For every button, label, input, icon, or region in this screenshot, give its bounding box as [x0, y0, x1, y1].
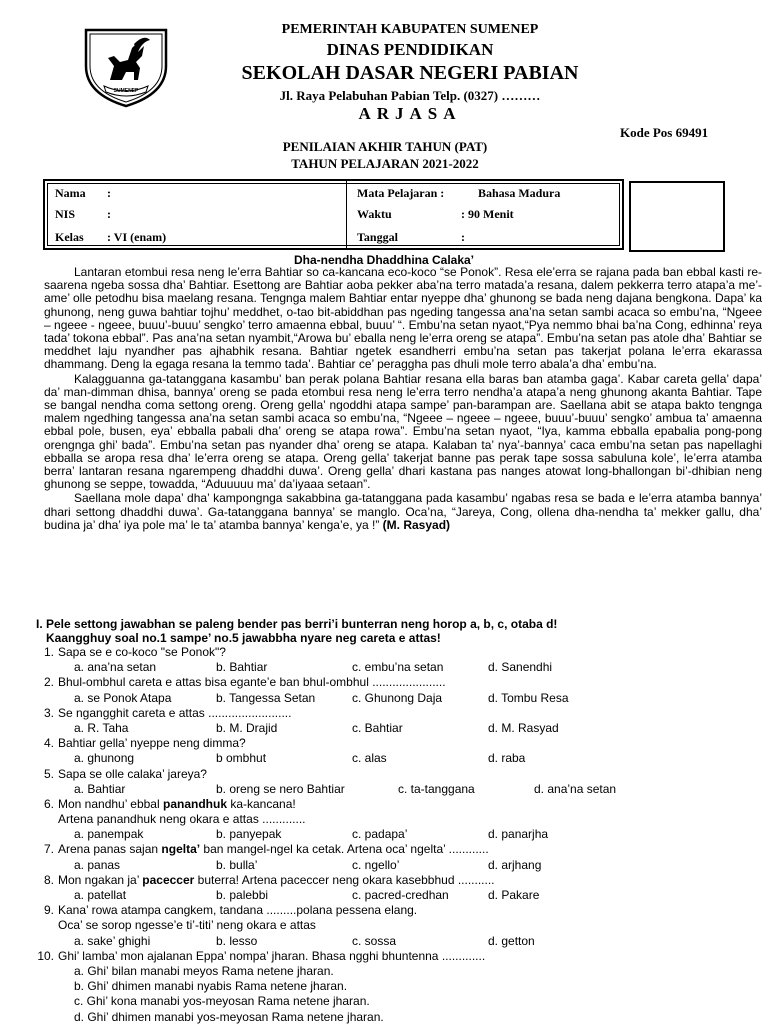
question-8: [36, 873, 762, 888]
question-number: 8.: [43, 872, 54, 887]
question-9-subline: [36, 918, 762, 933]
city-name: ARJASA: [358, 104, 462, 123]
question-text-pre: Mon ngakan ja’: [58, 872, 143, 887]
nama-field[interactable]: :: [107, 186, 111, 200]
question-10-option-row: [36, 994, 762, 1009]
question-4-options: [36, 751, 762, 766]
answer-option[interactable]: a. panas: [74, 857, 121, 872]
crest-banner-text: SUMENEP: [113, 88, 139, 94]
answer-option[interactable]: a. sake’ ghighi: [74, 933, 151, 948]
answer-option[interactable]: c. padapa’: [352, 827, 408, 842]
school-crest-logo: [80, 22, 172, 110]
question-1-options: [36, 660, 762, 675]
answer-option[interactable]: d. Ghi’ dhimen manabi yos-meyosan Rama netene jharan.: [74, 1009, 384, 1024]
question-6-options: [36, 827, 762, 842]
question-keyword: paceccer: [142, 872, 195, 887]
school-address: Jl. Raya Pelabuhan Pabian Telp. (0327) ………: [279, 88, 541, 103]
answer-option[interactable]: c. sossa: [352, 933, 397, 948]
question-number: 7.: [43, 842, 54, 857]
question-9: [36, 903, 762, 918]
question-text-main: Kana’ rowa atampa cangkem, tandana .........polana pessena elang.: [58, 903, 418, 918]
question-6: [36, 797, 762, 812]
question-text: [58, 903, 417, 918]
time-value: : 90 Menit: [461, 207, 514, 221]
question-text-main: Bahtiar gella’ nyeppe neng dimma?: [58, 736, 246, 751]
question-section: [36, 618, 762, 1025]
answer-option[interactable]: a. patellat: [74, 888, 127, 902]
date-label: Tanggal: [357, 230, 398, 244]
question-text: [58, 873, 495, 888]
answer-option[interactable]: c. Ghunong Daja: [352, 690, 443, 705]
question-3: [36, 706, 762, 721]
question-subtext: Oca’ se sorop ngesse’e ti’-titi’ neng okara e attas: [58, 918, 316, 933]
answer-option[interactable]: a. R. Taha: [74, 720, 129, 735]
question-5: [36, 767, 762, 782]
question-keyword: ngelta’: [161, 842, 201, 857]
postcode: Kode Pos 69491: [620, 125, 709, 140]
answer-option[interactable]: a. ana’na setan: [74, 660, 157, 675]
question-number: 2.: [43, 675, 54, 690]
question-10: [36, 949, 762, 964]
question-4: [36, 736, 762, 751]
answer-option[interactable]: b. M. Drajid: [216, 720, 278, 735]
answer-option[interactable]: b. lesso: [216, 933, 258, 948]
question-text: [58, 949, 485, 964]
question-text-main: Ghi’ lamba’ mon ajalanan Eppa’ nompa’ jharan. Bhasa ngghi bhuntenna .............: [58, 948, 486, 963]
question-10-option-row: [36, 964, 762, 979]
question-text: [58, 767, 207, 782]
question-subtext: Artena panandhuk neng okara e attas .............: [58, 812, 306, 827]
question-text-main: Sapa se e co-koco "se Ponok"?: [58, 645, 226, 659]
exam-title: PENILAIAN AKHIR TAHUN (PAT): [282, 139, 488, 154]
question-number: 5.: [43, 766, 54, 781]
date-field[interactable]: :: [461, 230, 465, 244]
question-2-options: [36, 691, 762, 706]
department-header: DINAS PENDIDIKAN: [326, 40, 494, 59]
student-identity-box: [43, 179, 624, 250]
answer-option[interactable]: c. ngello’: [352, 857, 400, 872]
answer-option[interactable]: d. Pakare: [488, 888, 540, 902]
nis-field[interactable]: :: [107, 207, 111, 221]
question-5-options: [36, 782, 762, 797]
answer-option[interactable]: a. se Ponok Atapa: [74, 690, 172, 705]
question-text-pre: Arena panas sajan: [58, 842, 162, 857]
question-number: 4.: [43, 736, 54, 751]
government-header: PEMERINTAH KABUPATEN SUMENEP: [281, 22, 539, 37]
answer-option[interactable]: d. panarjha: [488, 827, 549, 842]
story-paragraph-3: [44, 492, 762, 532]
identity-box-divider: [346, 181, 347, 248]
kelas-value: : VI (enam): [107, 230, 167, 244]
answer-option[interactable]: d. raba: [488, 751, 526, 766]
answer-option[interactable]: b. palebbi: [216, 888, 269, 902]
question-number: 1.: [43, 645, 54, 659]
story-title: Dha-nendha Dhaddhina Calaka’: [293, 253, 475, 267]
kelas-label: Kelas: [55, 230, 84, 244]
question-number: 6.: [43, 796, 54, 811]
answer-option[interactable]: d. M. Rasyad: [488, 720, 559, 735]
answer-option[interactable]: c. alas: [352, 751, 387, 766]
instruction-main: I. Pele settong jawabhan se paleng bender pas berri’i bunterran neng horop a, b, c, otaba d!: [36, 617, 558, 631]
question-text-main: Sapa se olle calaka’ jareya?: [58, 766, 207, 781]
answer-option[interactable]: d. Sanendhi: [488, 660, 553, 675]
question-text: [58, 736, 246, 751]
subject-value: Bahasa Madura: [478, 186, 561, 200]
answer-option[interactable]: a. panempak: [74, 827, 144, 842]
story-author: (M. Rasyad): [382, 517, 451, 532]
nama-label: Nama: [55, 186, 86, 200]
story-paragraph-2: Kalagguanna ga-tatanggana kasambu’ ban perak polana Bahtiar resana ella baras ban atamba gaga’. Kabar careta gella’ dapa’ da’ man-dimman dhisa, bannya’ oreng se pada etombui resa neng le’erra terro nendha’a atapa’a neng ghunong akanta Bahtiar. Tape se bangal nendha coma settong oreng. Oreng gella’ ngoddhi atapa sampe’ pan-barampan are. Saellana abit se atapa bakto tengnga malem ngedhing tangessa ana’na setan sambi acaca so embu’na, “Ngeee – ngeee – ngeee, buuu’-buuu’ sengko’ ambua ta’ amaenna ebbal pole, busen, eya’ ebballa pabali dha’ oreng se atapa rowa”. Embu’na setan nyaot, “Iya, kamma ebballa epabalia pong-pong orengnga ghi’ bada”. Embu’na setan pas nyander dha’ oreng se atapa. Kalaban ta’ nya’-bannya’ caca embu’na setan pas napellaghi ebballa se aropa resa dha’ le’erra oreng se atapa. Oreng gella’ takerjat banne pas perak tape sossa sabuluna kole’, le’erra atamba berra’ lantaran resana ngarempeng dhaddhi duwa’. Oreng gella’ dhari kastana pas nanges atowat long-bhallongan bi’-dhibian neng ghunong se seppe, towadda, “Aduuuuu ma’ da’iyaaa setaan”.: [44, 371, 762, 492]
question-number: 9.: [43, 903, 54, 918]
question-10-option-row: [36, 979, 762, 994]
exam-year: TAHUN PELAJARAN 2021-2022: [291, 156, 479, 171]
question-text: [58, 645, 226, 660]
question-1: [36, 645, 762, 660]
answer-option[interactable]: b. Tangessa Setan: [216, 690, 316, 705]
question-2: [36, 675, 762, 690]
sumenep-crest-icon: [80, 22, 172, 110]
question-7-options: [36, 858, 762, 873]
score-box[interactable]: [629, 181, 725, 252]
answer-option[interactable]: b. Bahtiar: [216, 660, 268, 675]
question-text-pre: Mon nandhu’ ebbal: [58, 796, 163, 811]
question-text: [58, 675, 446, 690]
question-text: [58, 842, 489, 857]
school-name: SEKOLAH DASAR NEGERI PABIAN: [241, 62, 579, 84]
question-10-option-row: [36, 1010, 762, 1025]
question-9-options: [36, 934, 762, 949]
answer-option[interactable]: d. Tombu Resa: [488, 690, 569, 705]
answer-option[interactable]: b ombhut: [216, 751, 267, 766]
answer-option[interactable]: c. pacred-credhan: [352, 888, 449, 902]
answer-option[interactable]: d. getton: [488, 933, 535, 948]
answer-option[interactable]: d. arjhang: [488, 857, 542, 872]
instruction-sub: Kaangghuy soal no.1 sampe’ no.5 jawabbha nyare neg careta e attas!: [46, 630, 441, 645]
answer-option[interactable]: b. Ghi’ dhimen manabi nyabis Rama netene jharan.: [74, 979, 348, 994]
answer-option[interactable]: c. embu’na setan: [352, 660, 444, 675]
answer-option[interactable]: b. oreng se nero Bahtiar: [216, 781, 345, 796]
story-paragraph-1: Lantaran etombui resa neng le’erra Bahtiar so ca-kancana eco-koco “se Ponok”. Resa ele’erra se rajana pada ban ebbal kasti re-saarena ngeba sossa dha’ Bahtiar. Esettong are Bahtiar aoba pekker aba’na terro matada’a resana, dalem pekkerra terro atapa’a me’-ame’ olle petodhu bisa maelang resana. Tengnga malem Bahtiar entar nyeppe dha’ ghunong se bada neng dajana bengkona. Dapa’ ka ghunong, neng guwa bahtiar tojhu’ meddhet, o-tao bit-abiddhan pas ngeding tangessa ana’na setan sambi acaca so embu’na, “Ngeee – ngeee - ngeee, buuu’-buuu’ sengko’ terro amaenna ebbal, buuu’ “. Embu’na setan nyaot,“Pya nemmo bhai ba’na Cong, edhinna’ reya tada’ tokona ebbal”. Pas ana’na setan nyambit,“Arowa bu’ eballa neng le’erra oreng se atapa”. Embu’na setan pas atole dha’ Bahtiar se meddhet laju nyandher pas ajhabhik resana. Bahtiar ngetek esandherri embu’na setan pas takerjat polana le’erra ekarassa dhammang. Deng la egaga resana la temmo tada’. Bahtiar ce’ peraggha pas dhuli mole terro abala’a dha’ embu’na.: [44, 265, 762, 372]
question-text: [58, 706, 291, 721]
question-number: 10.: [37, 948, 54, 963]
story-text: [44, 266, 762, 532]
question-3-options: [36, 721, 762, 736]
question-text-main: Se ngangghit careta e attas .........................: [58, 705, 292, 720]
question-text-post: ka-kancana!: [227, 796, 296, 811]
answer-option[interactable]: a. ghunong: [74, 751, 135, 766]
question-list: [36, 645, 762, 1025]
time-label: Waktu: [357, 207, 392, 221]
question-7: [36, 842, 762, 857]
question-6-subline: [36, 812, 762, 827]
answer-option[interactable]: a. Ghi’ bilan manabi meyos Rama netene jharan.: [74, 963, 334, 978]
answer-option[interactable]: b. bulla’: [216, 857, 258, 872]
question-8-options: [36, 888, 762, 903]
question-text-main: Bhul-ombhul careta e attas bisa egante’e ban bhul-ombhul ......................: [58, 675, 446, 690]
answer-option[interactable]: a. Bahtiar: [74, 781, 126, 796]
answer-option[interactable]: c. Ghi’ kona manabi yos-meyosan Rama netene jharan.: [74, 994, 370, 1009]
question-keyword: panandhuk: [162, 796, 227, 811]
story-paragraph-3-text: Saellana mole dapa’ dha’ kampongnga sakabbina ga-tatanggana pada kasambu’ ngabas resa se bada e le’erra atamba bannya’ dhari settong dhaddhi duwa’. Ga-tatanggana bannya’ se manglo. Oca’na, “Jareya, Cong, ollena dha-nendha ta’ mekker gallu, dha’ budina ja’ dha’ iya pole ma’ le ta’ atamba bannya’ kenga’e, ya !”: [44, 491, 762, 532]
question-text: [58, 797, 296, 812]
question-text-post: ban mangel-ngel ka cetak. Artena oca’ ngelta’ ............: [200, 842, 489, 857]
answer-option[interactable]: d. ana’na setan: [534, 781, 617, 796]
answer-option[interactable]: c. ta-tanggana: [398, 781, 475, 796]
subject-label: Mata Pelajaran :: [357, 186, 445, 200]
answer-option[interactable]: c. Bahtiar: [352, 720, 403, 735]
question-text-post: buterra! Artena paceccer neng okara kasebbhud ...........: [194, 872, 495, 887]
question-number: 3.: [43, 705, 54, 720]
nis-label: NIS: [55, 207, 76, 221]
answer-option[interactable]: b. panyepak: [216, 827, 282, 842]
